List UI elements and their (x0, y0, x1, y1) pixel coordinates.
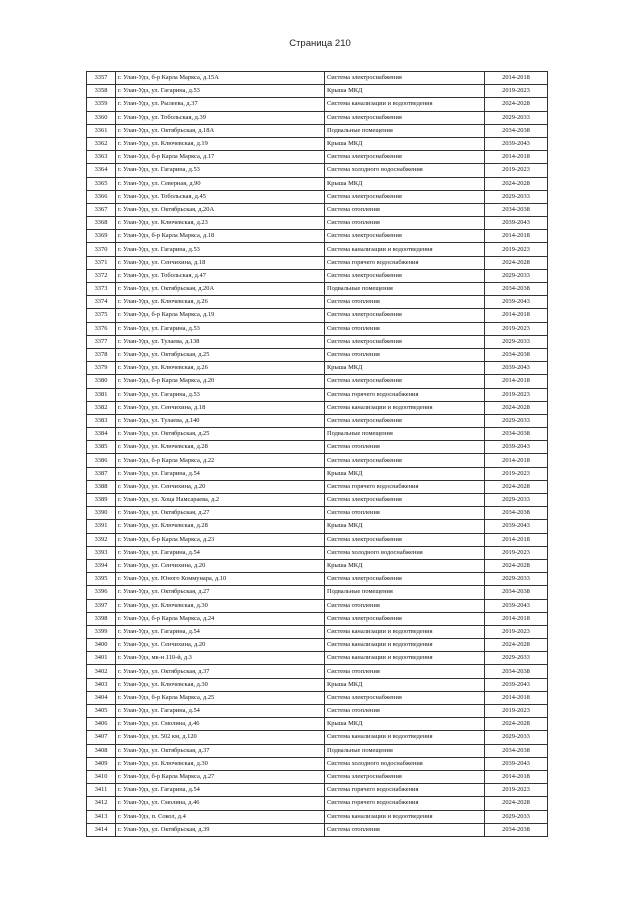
table-row (87, 375, 548, 388)
period-cell: 2034-2038 (485, 665, 548, 678)
table-row (87, 625, 548, 638)
row-number-cell: 3358 (87, 85, 116, 98)
period-cell: 2034-2038 (485, 124, 548, 137)
row-number-cell: 3409 (87, 757, 116, 770)
period-cell: 2029-2033 (485, 269, 548, 282)
period-cell: 2024-2028 (485, 177, 548, 190)
capital-repair-table (86, 71, 548, 837)
system-cell: Система электроснабжения (325, 269, 485, 282)
system-cell: Система канализации и водоотведения (325, 98, 485, 111)
row-number-cell: 3371 (87, 256, 116, 269)
system-cell: Крыша МКД (325, 177, 485, 190)
address-cell: г. Улан-Удэ, ул. Октябрьская, д.37 (116, 744, 325, 757)
row-number-cell: 3394 (87, 559, 116, 572)
address-cell: г. Улан-Удэ, ул. 502 км, д.120 (116, 731, 325, 744)
page-title: Страница 210 (289, 38, 351, 49)
system-cell: Система электроснабжения (325, 72, 485, 85)
table-row (87, 190, 548, 203)
period-cell: 2029-2033 (485, 190, 548, 203)
system-cell: Крыша МКД (325, 137, 485, 150)
row-number-cell: 3396 (87, 586, 116, 599)
period-cell: 2039-2043 (485, 137, 548, 150)
system-cell: Подвальные помещения (325, 586, 485, 599)
system-cell: Подвальные помещения (325, 124, 485, 137)
row-number-cell: 3402 (87, 665, 116, 678)
row-number-cell: 3392 (87, 533, 116, 546)
system-cell: Система канализации и водоотведения (325, 625, 485, 638)
system-cell: Система электроснабжения (325, 111, 485, 124)
table-row (87, 164, 548, 177)
row-number-cell: 3390 (87, 507, 116, 520)
table-row (87, 757, 548, 770)
table-row (87, 401, 548, 414)
system-cell: Система отопления (325, 203, 485, 216)
system-cell: Система отопления (325, 441, 485, 454)
address-cell: г. Улан-Удэ, ул. Октябрьская, д.37 (116, 665, 325, 678)
period-cell: 2029-2033 (485, 652, 548, 665)
table-row (87, 72, 548, 85)
system-cell: Система отопления (325, 599, 485, 612)
row-number-cell: 3369 (87, 230, 116, 243)
address-cell: г. Улан-Удэ, ул. Ключевская, д.26 (116, 362, 325, 375)
period-cell: 2014-2018 (485, 375, 548, 388)
address-cell: г. Улан-Удэ, ул. Ключевская, д.23 (116, 217, 325, 230)
period-cell: 2039-2043 (485, 757, 548, 770)
address-cell: г. Улан-Удэ, б-р Карла Маркса, д.19 (116, 309, 325, 322)
period-cell: 2039-2043 (485, 362, 548, 375)
period-cell: 2019-2023 (485, 546, 548, 559)
address-cell: г. Улан-Удэ, ул. Тулаева, д.138 (116, 335, 325, 348)
period-cell: 2029-2033 (485, 414, 548, 427)
row-number-cell: 3364 (87, 164, 116, 177)
system-cell: Система отопления (325, 348, 485, 361)
row-number-cell: 3376 (87, 322, 116, 335)
table-row (87, 283, 548, 296)
row-number-cell: 3395 (87, 573, 116, 586)
system-cell: Подвальные помещения (325, 744, 485, 757)
system-cell: Система электроснабжения (325, 151, 485, 164)
row-number-cell: 3398 (87, 612, 116, 625)
row-number-cell: 3393 (87, 546, 116, 559)
row-number-cell: 3370 (87, 243, 116, 256)
table-row (87, 678, 548, 691)
table-row (87, 797, 548, 810)
system-cell: Система электроснабжения (325, 414, 485, 427)
table-row (87, 256, 548, 269)
address-cell: г. Улан-Удэ, ул. Сенчихина, д.20 (116, 480, 325, 493)
period-cell: 2014-2018 (485, 72, 548, 85)
row-number-cell: 3405 (87, 705, 116, 718)
table-row (87, 639, 548, 652)
address-cell: г. Улан-Удэ, ул. Смолина, д.46 (116, 797, 325, 810)
table-row (87, 705, 548, 718)
period-cell: 2014-2018 (485, 691, 548, 704)
period-cell: 2019-2023 (485, 467, 548, 480)
table-row (87, 599, 548, 612)
row-number-cell: 3360 (87, 111, 116, 124)
row-number-cell: 3378 (87, 348, 116, 361)
table-row (87, 454, 548, 467)
period-cell: 2039-2043 (485, 441, 548, 454)
row-number-cell: 3410 (87, 770, 116, 783)
system-cell: Крыша МКД (325, 85, 485, 98)
system-cell: Система электроснабжения (325, 494, 485, 507)
period-cell: 2014-2018 (485, 454, 548, 467)
row-number-cell: 3377 (87, 335, 116, 348)
table-row (87, 480, 548, 493)
address-cell: г. Улан-Удэ, ул. Сенчихина, д.20 (116, 559, 325, 572)
row-number-cell: 3380 (87, 375, 116, 388)
period-cell: 2029-2033 (485, 573, 548, 586)
table-row (87, 744, 548, 757)
period-cell: 2024-2028 (485, 639, 548, 652)
address-cell: г. Улан-Удэ, ул. Гагарина, д.54 (116, 625, 325, 638)
address-cell: г. Улан-Удэ, ул. Гагарина, д.53 (116, 85, 325, 98)
period-cell: 2014-2018 (485, 230, 548, 243)
address-cell: г. Улан-Удэ, ул. Октябрьская, д.25 (116, 348, 325, 361)
row-number-cell: 3411 (87, 784, 116, 797)
address-cell: г. Улан-Удэ, ул. Сенчихина, д.18 (116, 401, 325, 414)
address-cell: г. Улан-Удэ, ул. Рылеева, д.37 (116, 98, 325, 111)
row-number-cell: 3366 (87, 190, 116, 203)
row-number-cell: 3384 (87, 428, 116, 441)
address-cell: г. Улан-Удэ, ул. Гагарина, д.53 (116, 388, 325, 401)
address-cell: г. Улан-Удэ, ул. Гагарина, д.54 (116, 546, 325, 559)
period-cell: 2034-2038 (485, 348, 548, 361)
address-cell: г. Улан-Удэ, ул. Ключевская, д.26 (116, 296, 325, 309)
table-row (87, 151, 548, 164)
row-number-cell: 3407 (87, 731, 116, 744)
address-cell: г. Улан-Удэ, ул. Октябрьская, д.39 (116, 823, 325, 836)
period-cell: 2029-2033 (485, 494, 548, 507)
address-cell: г. Улан-Удэ, б-р Карла Маркса, д.18 (116, 230, 325, 243)
table-row (87, 573, 548, 586)
system-cell: Система горячего водоснабжения (325, 480, 485, 493)
system-cell: Система отопления (325, 217, 485, 230)
address-cell: г. Улан-Удэ, б-р Карла Маркса, д.20 (116, 375, 325, 388)
system-cell: Система канализации и водоотведения (325, 731, 485, 744)
row-number-cell: 3404 (87, 691, 116, 704)
address-cell: г. Улан-Удэ, ул. Ключевская, д.30 (116, 757, 325, 770)
table-row (87, 111, 548, 124)
address-cell: г. Улан-Удэ, ул. Октябрьская, д.20А (116, 283, 325, 296)
system-cell: Система электроснабжения (325, 190, 485, 203)
table-row (87, 731, 548, 744)
period-cell: 2019-2023 (485, 705, 548, 718)
table-row (87, 296, 548, 309)
table-row (87, 98, 548, 111)
period-cell: 2034-2038 (485, 283, 548, 296)
table-body (87, 72, 548, 837)
table-row (87, 203, 548, 216)
row-number-cell: 3362 (87, 137, 116, 150)
system-cell: Система горячего водоснабжения (325, 388, 485, 401)
row-number-cell: 3368 (87, 217, 116, 230)
table-row (87, 217, 548, 230)
table-row (87, 388, 548, 401)
system-cell: Система отопления (325, 322, 485, 335)
address-cell: г. Улан-Удэ, б-р Карла Маркса, д.22 (116, 454, 325, 467)
system-cell: Система канализации и водоотведения (325, 639, 485, 652)
row-number-cell: 3372 (87, 269, 116, 282)
row-number-cell: 3385 (87, 441, 116, 454)
system-cell: Система горячего водоснабжения (325, 784, 485, 797)
system-cell: Крыша МКД (325, 520, 485, 533)
row-number-cell: 3400 (87, 639, 116, 652)
system-cell: Система электроснабжения (325, 309, 485, 322)
system-cell: Система отопления (325, 507, 485, 520)
row-number-cell: 3379 (87, 362, 116, 375)
system-cell: Система холодного водоснабжения (325, 757, 485, 770)
period-cell: 2024-2028 (485, 718, 548, 731)
table-row (87, 428, 548, 441)
period-cell: 2014-2018 (485, 533, 548, 546)
period-cell: 2024-2028 (485, 559, 548, 572)
table-row (87, 414, 548, 427)
period-cell: 2039-2043 (485, 217, 548, 230)
table-row (87, 177, 548, 190)
address-cell: г. Улан-Удэ, б-р Карла Маркса, д.25 (116, 691, 325, 704)
address-cell: г. Улан-Удэ, ул. Северная, д.90 (116, 177, 325, 190)
table-row (87, 586, 548, 599)
address-cell: г. Улан-Удэ, ул. Гагарина, д.54 (116, 784, 325, 797)
period-cell: 2019-2023 (485, 85, 548, 98)
address-cell: г. Улан-Удэ, ул. Тобольская, д.45 (116, 190, 325, 203)
system-cell: Подвальные помещения (325, 428, 485, 441)
period-cell: 2039-2043 (485, 520, 548, 533)
table-row (87, 441, 548, 454)
row-number-cell: 3391 (87, 520, 116, 533)
system-cell: Система отопления (325, 823, 485, 836)
system-cell: Система электроснабжения (325, 573, 485, 586)
table-row (87, 718, 548, 731)
table-row (87, 348, 548, 361)
row-number-cell: 3382 (87, 401, 116, 414)
row-number-cell: 3414 (87, 823, 116, 836)
table-row (87, 823, 548, 836)
system-cell: Крыша МКД (325, 678, 485, 691)
system-cell: Система электроснабжения (325, 454, 485, 467)
row-number-cell: 3363 (87, 151, 116, 164)
system-cell: Крыша МКД (325, 718, 485, 731)
system-cell: Система электроснабжения (325, 230, 485, 243)
table-row (87, 784, 548, 797)
row-number-cell: 3381 (87, 388, 116, 401)
table-row (87, 85, 548, 98)
system-cell: Подвальные помещения (325, 283, 485, 296)
table-row (87, 494, 548, 507)
system-cell: Система электроснабжения (325, 691, 485, 704)
address-cell: г. Улан-Удэ, ул. Смолина, д.46 (116, 718, 325, 731)
address-cell: г. Улан-Удэ, ул. Сенчихина, д.20 (116, 639, 325, 652)
address-cell: г. Улан-Удэ, ул. Гагарина, д.53 (116, 322, 325, 335)
address-cell: г. Улан-Удэ, п. Сокол, д.4 (116, 810, 325, 823)
system-cell: Система отопления (325, 665, 485, 678)
system-cell: Система канализации и водоотведения (325, 652, 485, 665)
table-row (87, 309, 548, 322)
table-row (87, 335, 548, 348)
row-number-cell: 3373 (87, 283, 116, 296)
table-row (87, 533, 548, 546)
system-cell: Крыша МКД (325, 467, 485, 480)
period-cell: 2039-2043 (485, 599, 548, 612)
system-cell: Система горячего водоснабжения (325, 797, 485, 810)
row-number-cell: 3412 (87, 797, 116, 810)
period-cell: 2029-2033 (485, 111, 548, 124)
row-number-cell: 3399 (87, 625, 116, 638)
system-cell: Система холодного водоснабжения (325, 546, 485, 559)
table-row (87, 230, 548, 243)
row-number-cell: 3408 (87, 744, 116, 757)
address-cell: г. Улан-Удэ, б-р Карла Маркса, д.27 (116, 770, 325, 783)
system-cell: Система канализации и водоотведения (325, 401, 485, 414)
table-row (87, 770, 548, 783)
system-cell: Система отопления (325, 705, 485, 718)
row-number-cell: 3357 (87, 72, 116, 85)
row-number-cell: 3386 (87, 454, 116, 467)
address-cell: г. Улан-Удэ, б-р Карла Маркса, д.24 (116, 612, 325, 625)
address-cell: г. Улан-Удэ, ул. Октябрьская, д.25 (116, 428, 325, 441)
system-cell: Система канализации и водоотведения (325, 243, 485, 256)
system-cell: Система электроснабжения (325, 335, 485, 348)
period-cell: 2014-2018 (485, 151, 548, 164)
row-number-cell: 3388 (87, 480, 116, 493)
table-row (87, 612, 548, 625)
period-cell: 2019-2023 (485, 784, 548, 797)
table-row (87, 520, 548, 533)
period-cell: 2034-2038 (485, 586, 548, 599)
table-row (87, 691, 548, 704)
system-cell: Система отопления (325, 296, 485, 309)
period-cell: 2014-2018 (485, 770, 548, 783)
table-row (87, 507, 548, 520)
address-cell: г. Улан-Удэ, б-р Карла Маркса, д.23 (116, 533, 325, 546)
table-row (87, 124, 548, 137)
period-cell: 2039-2043 (485, 296, 548, 309)
address-cell: г. Улан-Удэ, ул. Тулаева, д.140 (116, 414, 325, 427)
system-cell: Система электроснабжения (325, 375, 485, 388)
address-cell: г. Улан-Удэ, ул. Ключевская, д.30 (116, 599, 325, 612)
table-row (87, 652, 548, 665)
table-row (87, 269, 548, 282)
period-cell: 2034-2038 (485, 203, 548, 216)
period-cell: 2029-2033 (485, 810, 548, 823)
address-cell: г. Улан-Удэ, ул. Ключевская, д.19 (116, 137, 325, 150)
address-cell: г. Улан-Удэ, мк-н 110-й, д.3 (116, 652, 325, 665)
table-row (87, 546, 548, 559)
period-cell: 2024-2028 (485, 256, 548, 269)
row-number-cell: 3374 (87, 296, 116, 309)
table-row (87, 467, 548, 480)
address-cell: г. Улан-Удэ, ул. Октябрьская, д.27 (116, 586, 325, 599)
row-number-cell: 3389 (87, 494, 116, 507)
address-cell: г. Улан-Удэ, ул. Хоца Намсараева, д.2 (116, 494, 325, 507)
address-cell: г. Улан-Удэ, ул. Ключевская, д.28 (116, 520, 325, 533)
row-number-cell: 3383 (87, 414, 116, 427)
row-number-cell: 3367 (87, 203, 116, 216)
system-cell: Система канализации и водоотведения (325, 810, 485, 823)
address-cell: г. Улан-Удэ, ул. Ключевская, д.28 (116, 441, 325, 454)
address-cell: г. Улан-Удэ, ул. Юного Коммунара, д.10 (116, 573, 325, 586)
period-cell: 2024-2028 (485, 480, 548, 493)
period-cell: 2034-2038 (485, 428, 548, 441)
period-cell: 2024-2028 (485, 797, 548, 810)
period-cell: 2034-2038 (485, 507, 548, 520)
table-row (87, 362, 548, 375)
address-cell: г. Улан-Удэ, ул. Октябрьская, д.18А (116, 124, 325, 137)
row-number-cell: 3375 (87, 309, 116, 322)
system-cell: Система электроснабжения (325, 612, 485, 625)
address-cell: г. Улан-Удэ, б-р Карла Маркса, д.17 (116, 151, 325, 164)
row-number-cell: 3397 (87, 599, 116, 612)
address-cell: г. Улан-Удэ, ул. Гагарина, д.53 (116, 243, 325, 256)
row-number-cell: 3359 (87, 98, 116, 111)
period-cell: 2024-2028 (485, 98, 548, 111)
period-cell: 2019-2023 (485, 243, 548, 256)
row-number-cell: 3361 (87, 124, 116, 137)
system-cell: Система холодного водоснабжения (325, 164, 485, 177)
system-cell: Крыша МКД (325, 559, 485, 572)
period-cell: 2029-2033 (485, 731, 548, 744)
period-cell: 2019-2023 (485, 625, 548, 638)
row-number-cell: 3403 (87, 678, 116, 691)
system-cell: Система горячего водоснабжения (325, 256, 485, 269)
address-cell: г. Улан-Удэ, ул. Октябрьская, д.20А (116, 203, 325, 216)
address-cell: г. Улан-Удэ, ул. Тобольская, д.47 (116, 269, 325, 282)
row-number-cell: 3365 (87, 177, 116, 190)
address-cell: г. Улан-Удэ, ул. Гагарина, д.53 (116, 164, 325, 177)
address-cell: г. Улан-Удэ, ул. Гагарина, д.54 (116, 705, 325, 718)
table-row (87, 559, 548, 572)
address-cell: г. Улан-Удэ, б-р Карла Маркса, д.15А (116, 72, 325, 85)
period-cell: 2034-2038 (485, 823, 548, 836)
period-cell: 2029-2033 (485, 335, 548, 348)
table-row (87, 243, 548, 256)
address-cell: г. Улан-Удэ, ул. Сенчихина, д.18 (116, 256, 325, 269)
row-number-cell: 3406 (87, 718, 116, 731)
table-row (87, 810, 548, 823)
address-cell: г. Улан-Удэ, ул. Гагарина, д.54 (116, 467, 325, 480)
system-cell: Система электроснабжения (325, 770, 485, 783)
period-cell: 2024-2028 (485, 401, 548, 414)
address-cell: г. Улан-Удэ, ул. Октябрьская, д.27 (116, 507, 325, 520)
period-cell: 2019-2023 (485, 322, 548, 335)
system-cell: Система электроснабжения (325, 533, 485, 546)
row-number-cell: 3413 (87, 810, 116, 823)
period-cell: 2019-2023 (485, 164, 548, 177)
address-cell: г. Улан-Удэ, ул. Тобольская, д.39 (116, 111, 325, 124)
address-cell: г. Улан-Удэ, ул. Ключевская, д.30 (116, 678, 325, 691)
period-cell: 2014-2018 (485, 309, 548, 322)
row-number-cell: 3401 (87, 652, 116, 665)
period-cell: 2019-2023 (485, 388, 548, 401)
system-cell: Крыша МКД (325, 362, 485, 375)
period-cell: 2034-2038 (485, 744, 548, 757)
period-cell: 2014-2018 (485, 612, 548, 625)
table-row (87, 665, 548, 678)
table-row (87, 322, 548, 335)
row-number-cell: 3387 (87, 467, 116, 480)
table-row (87, 137, 548, 150)
period-cell: 2039-2043 (485, 678, 548, 691)
